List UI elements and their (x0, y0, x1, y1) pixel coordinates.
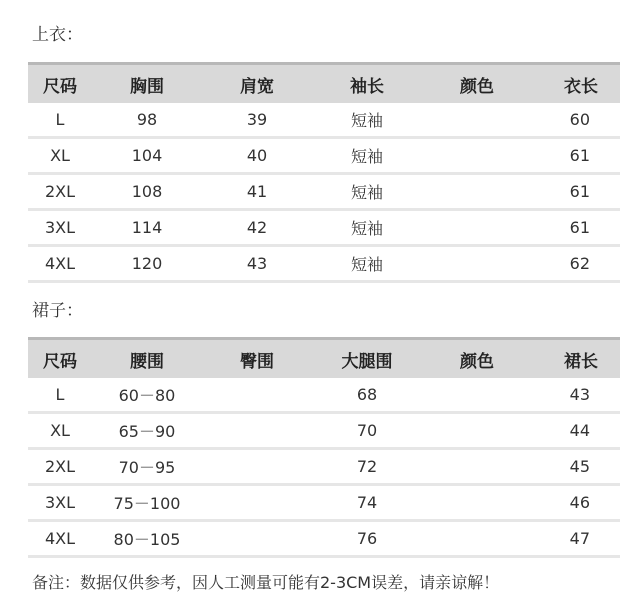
cell-color (422, 449, 532, 485)
cell-skirt-length: 45 (532, 449, 620, 485)
cell-chest: 98 (92, 103, 202, 138)
cell-sleeve: 短袖 (312, 210, 422, 246)
table-row (28, 174, 620, 210)
cell-length: 61 (532, 174, 620, 210)
cell-hip (202, 378, 312, 413)
table-header-row (28, 64, 620, 104)
skirt-size-table (28, 337, 620, 558)
cell-shoulder: 40 (202, 138, 312, 174)
cell-size: L (28, 378, 92, 413)
header-thigh: 大腿围 (312, 339, 422, 379)
table-row (28, 413, 620, 449)
cell-waist: 70－95 (92, 449, 202, 485)
cell-thigh: 74 (312, 485, 422, 521)
cell-size: 3XL (28, 485, 92, 521)
cell-color (422, 103, 532, 138)
header-chest: 胸围 (92, 64, 202, 104)
cell-color (422, 378, 532, 413)
cell-shoulder: 43 (202, 246, 312, 282)
cell-color (422, 521, 532, 557)
cell-color (422, 485, 532, 521)
header-skirt-length: 裙长 (532, 339, 620, 379)
cell-color (422, 174, 532, 210)
cell-thigh: 68 (312, 378, 422, 413)
table-row (28, 210, 620, 246)
header-length: 衣长 (532, 64, 620, 104)
cell-shoulder: 39 (202, 103, 312, 138)
header-color: 颜色 (422, 64, 532, 104)
table-row (28, 485, 620, 521)
cell-hip (202, 449, 312, 485)
cell-size: L (28, 103, 92, 138)
cell-size: 2XL (28, 449, 92, 485)
cell-chest: 114 (92, 210, 202, 246)
cell-waist: 80－105 (92, 521, 202, 557)
cell-thigh: 76 (312, 521, 422, 557)
cell-skirt-length: 43 (532, 378, 620, 413)
cell-skirt-length: 44 (532, 413, 620, 449)
table-row (28, 138, 620, 174)
cell-length: 61 (532, 210, 620, 246)
skirt-section-label: 裙子： (32, 301, 83, 321)
cell-length: 60 (532, 103, 620, 138)
cell-length: 62 (532, 246, 620, 282)
table-row (28, 246, 620, 282)
header-color: 颜色 (422, 339, 532, 379)
cell-skirt-length: 46 (532, 485, 620, 521)
table-row (28, 521, 620, 557)
cell-waist: 60－80 (92, 378, 202, 413)
cell-skirt-length: 47 (532, 521, 620, 557)
header-size: 尺码 (28, 64, 92, 104)
cell-thigh: 72 (312, 449, 422, 485)
cell-chest: 120 (92, 246, 202, 282)
cell-sleeve: 短袖 (312, 246, 422, 282)
cell-waist: 65－90 (92, 413, 202, 449)
cell-chest: 108 (92, 174, 202, 210)
table-row (28, 449, 620, 485)
cell-shoulder: 42 (202, 210, 312, 246)
cell-size: 4XL (28, 246, 92, 282)
table-row (28, 378, 620, 413)
top-section-label: 上衣： (32, 25, 83, 45)
table-header-row (28, 339, 620, 379)
header-sleeve: 袖长 (312, 64, 422, 104)
cell-thigh: 70 (312, 413, 422, 449)
cell-shoulder: 41 (202, 174, 312, 210)
header-waist: 腰围 (92, 339, 202, 379)
cell-sleeve: 短袖 (312, 103, 422, 138)
cell-size: 4XL (28, 521, 92, 557)
cell-chest: 104 (92, 138, 202, 174)
cell-sleeve: 短袖 (312, 174, 422, 210)
cell-hip (202, 413, 312, 449)
cell-sleeve: 短袖 (312, 138, 422, 174)
cell-size: XL (28, 413, 92, 449)
header-size: 尺码 (28, 339, 92, 379)
cell-color (422, 413, 532, 449)
header-hip: 臀围 (202, 339, 312, 379)
cell-color (422, 210, 532, 246)
cell-size: 2XL (28, 174, 92, 210)
top-size-table (28, 62, 620, 283)
cell-color (422, 138, 532, 174)
cell-size: 3XL (28, 210, 92, 246)
cell-hip (202, 521, 312, 557)
measurement-note: 备注：数据仅供参考，因人工测量可能有2-3CM误差，请亲谅解！ (32, 573, 500, 592)
cell-length: 61 (532, 138, 620, 174)
table-row (28, 103, 620, 138)
cell-waist: 75－100 (92, 485, 202, 521)
cell-hip (202, 485, 312, 521)
header-shoulder: 肩宽 (202, 64, 312, 104)
cell-color (422, 246, 532, 282)
cell-size: XL (28, 138, 92, 174)
